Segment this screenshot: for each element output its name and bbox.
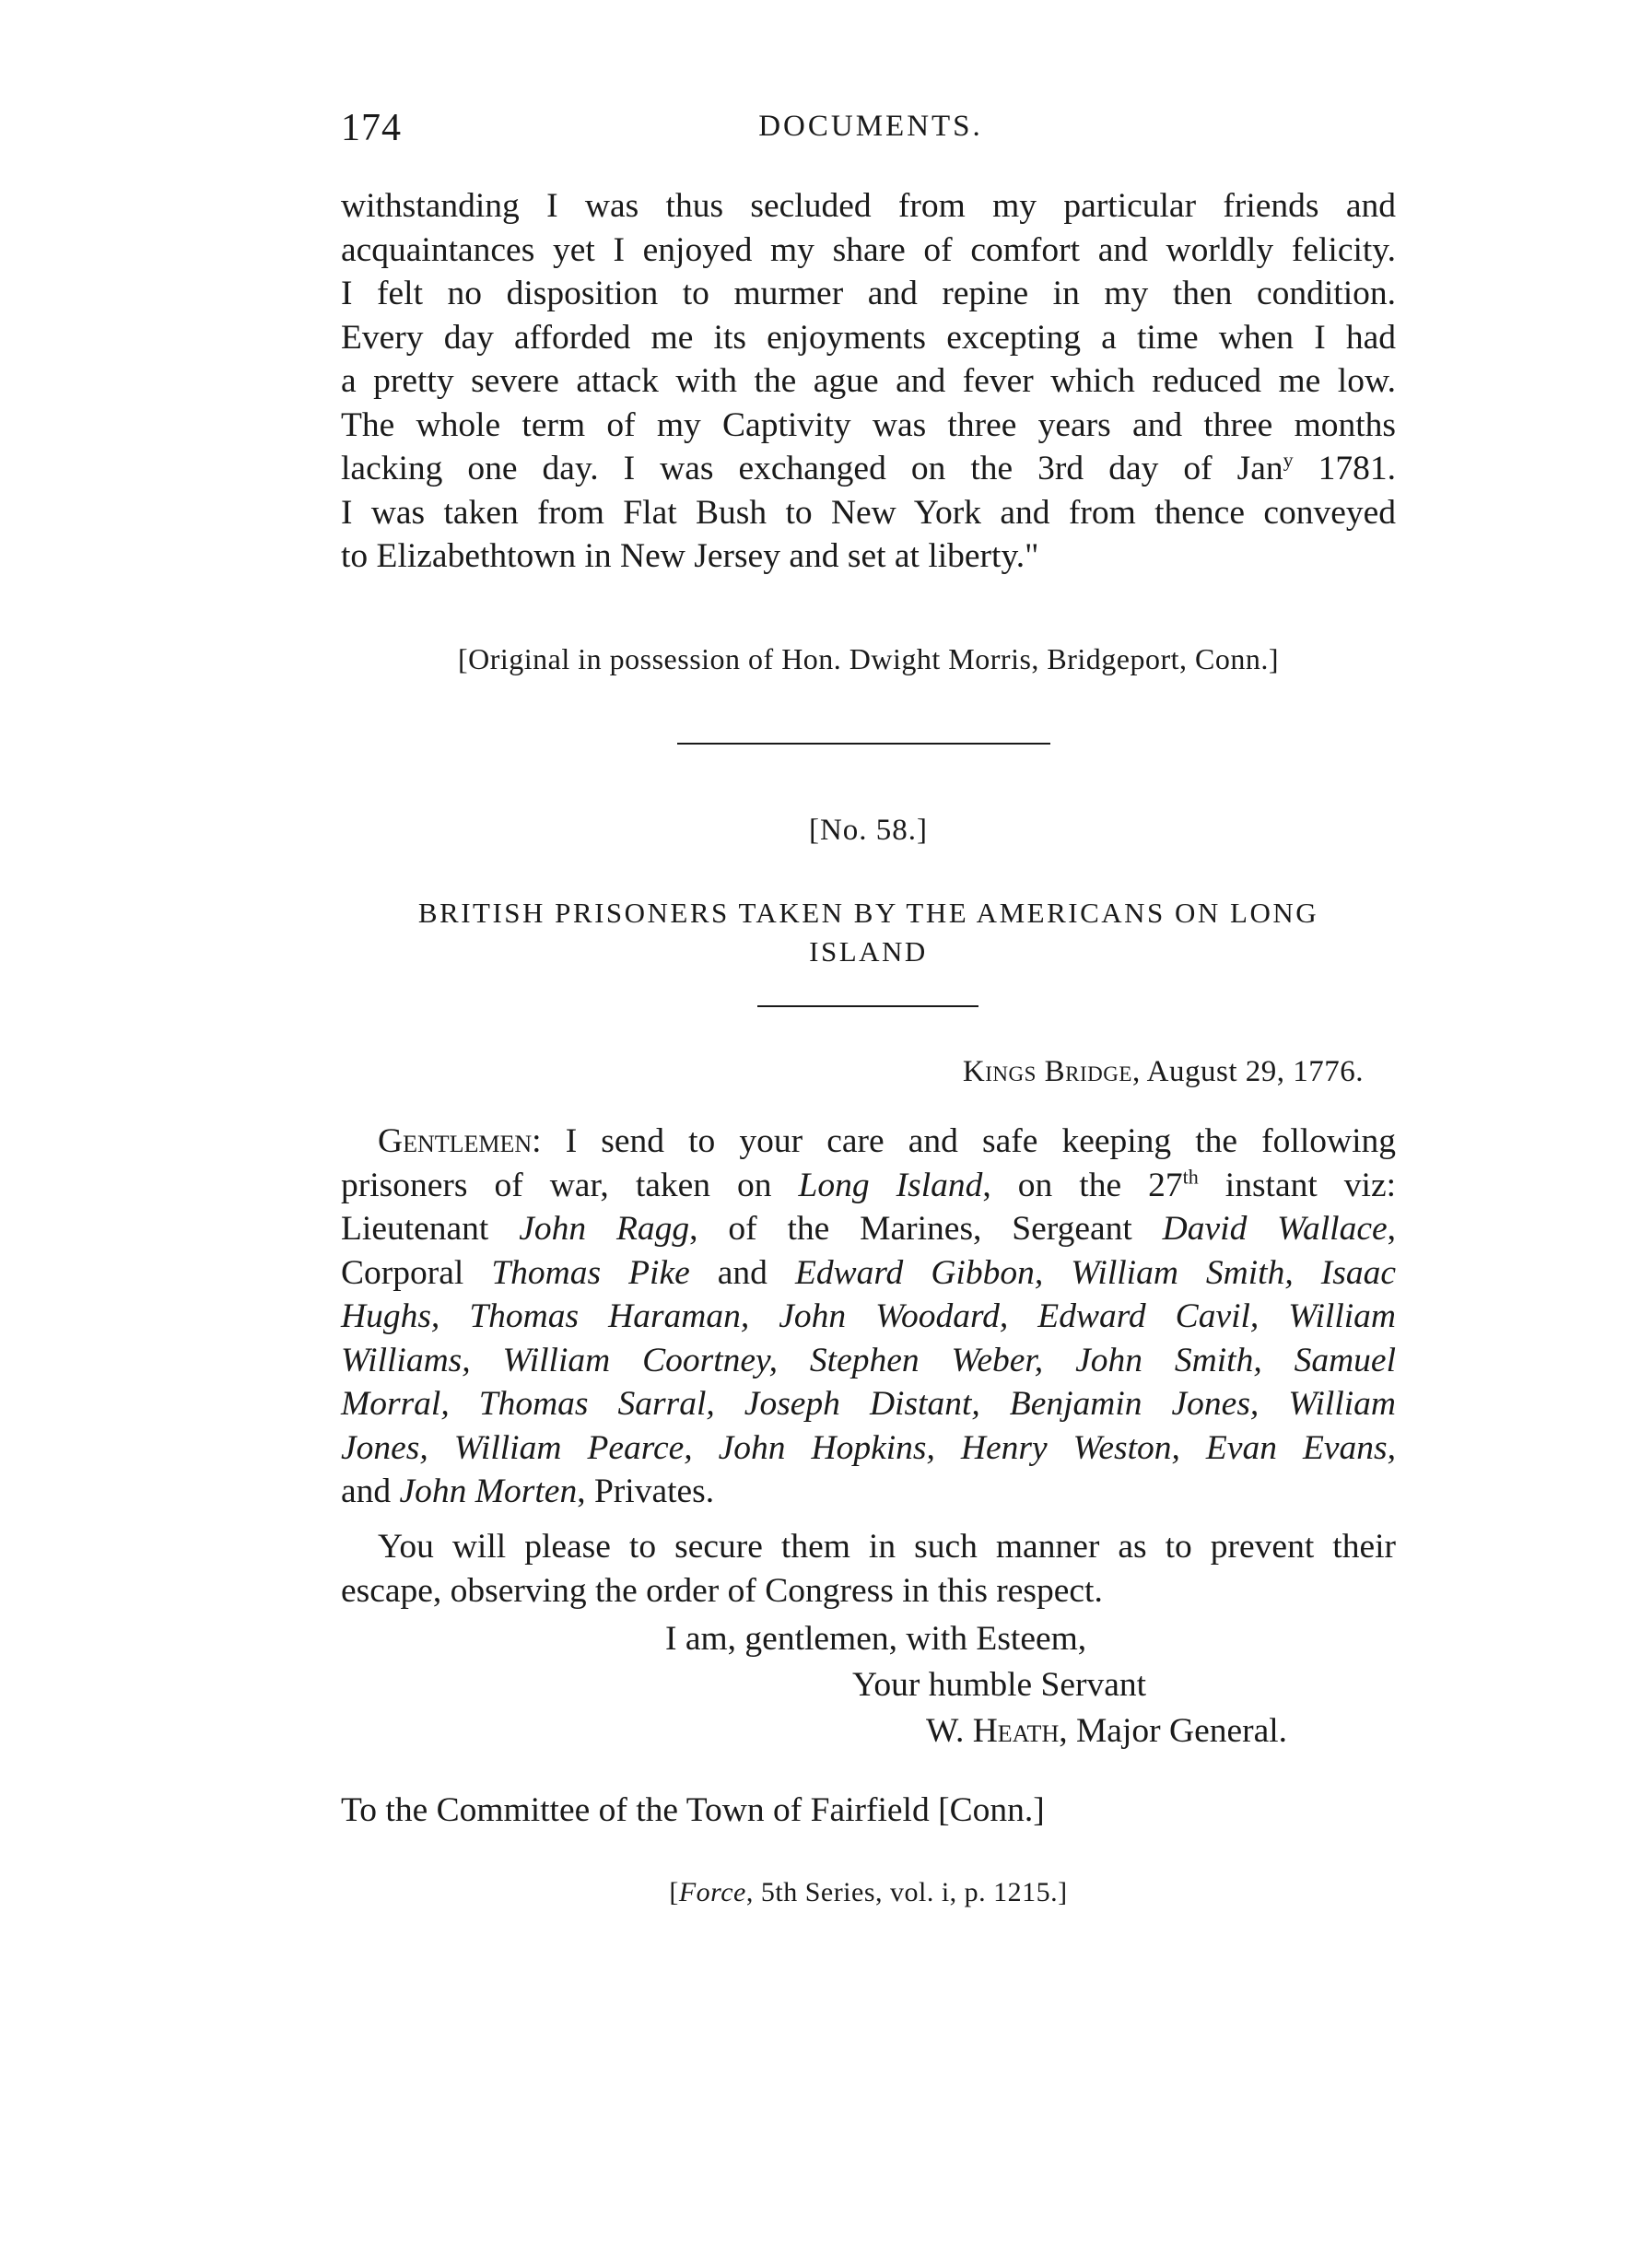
text-fragment: and <box>341 1472 400 1510</box>
title-line: ISLAND <box>809 935 928 968</box>
source-note-citation <box>341 1877 1396 1908</box>
text-fragment: lacking one day. I was exchanged on the 3rd day of Jan <box>341 450 1283 487</box>
text-fragment: , Privates. <box>577 1472 715 1510</box>
text-fragment: , on the 27 <box>982 1166 1183 1204</box>
text-line: Every day afforded me its enjoyments excepting a time when I had <box>341 318 1396 357</box>
text-line <box>341 1470 1396 1514</box>
text-line: I felt no disposition to murmer and repine in my then condition. <box>341 275 1396 312</box>
addressee: To the Committee of the Town of Fairfield [Conn.] <box>341 1791 1045 1829</box>
text-fragment: instant viz: <box>1198 1166 1397 1204</box>
text-line: a pretty severe attack with the ague and fever which reduced me low. <box>341 362 1396 400</box>
place-name: Long Island <box>798 1166 983 1204</box>
paragraph-request <box>341 1525 1396 1613</box>
text-fragment: [ <box>669 1877 679 1907</box>
person-names: Williams, William Coortney, Stephen Weber, John Smith, Samuel <box>341 1341 1396 1379</box>
page-number: 174 <box>341 107 402 149</box>
person-name: David Wallace <box>1162 1210 1388 1248</box>
document-title <box>341 894 1396 971</box>
text-line <box>341 1339 1396 1383</box>
text-line <box>341 1164 1396 1208</box>
text-fragment: Lieutenant <box>341 1210 520 1248</box>
text-fragment: , <box>1387 1210 1396 1248</box>
signer-title: , Major General. <box>1059 1712 1288 1750</box>
closing-line: Your humble Servant <box>852 1666 1147 1704</box>
document-number: [No. 58.] <box>808 814 929 847</box>
text-line <box>341 1120 1396 1164</box>
text-line <box>341 1207 1396 1251</box>
person-name: Thomas Pike <box>491 1253 690 1292</box>
person-names: Morral, Thomas Sarral, Joseph Distant, Benjamin Jones, William <box>341 1385 1396 1423</box>
text-fragment: and <box>689 1253 795 1292</box>
closing-line: I am, gentlemen, with Esteem, <box>665 1620 1087 1658</box>
section-divider <box>677 743 1050 745</box>
dateline-place: Kings Bridge <box>962 1055 1132 1088</box>
signer-name: W. Heath <box>926 1712 1060 1750</box>
cited-work: Force <box>678 1877 746 1907</box>
text-line: acquaintances yet I enjoyed my share of comfort and worldly felicity. <box>341 230 1396 269</box>
text-line <box>341 1382 1396 1426</box>
text-line <box>341 1426 1396 1471</box>
text-line: You will please to secure them in such manner as to prevent their <box>378 1528 1396 1566</box>
running-head: DOCUMENTS. <box>758 110 983 143</box>
text-line: to Elizabethtown in New Jersey and set at liberty." <box>341 537 1039 575</box>
superscript: th <box>1182 1165 1199 1188</box>
person-names: Hughs, Thomas Haraman, John Woodard, Edward Cavil, William <box>341 1297 1396 1335</box>
person-names: Edward Gibbon, William Smith, Isaac <box>794 1253 1396 1292</box>
title-line: BRITISH PRISONERS TAKEN BY THE AMERICANS ON LONG <box>417 897 1319 929</box>
source-note-original: [Original in possession of Hon. Dwight Morris, Bridgeport, Conn.] <box>457 642 1280 675</box>
text-line: I was taken from Flat Bush to New York and from thence conveyed <box>341 493 1396 532</box>
person-name: John Ragg <box>519 1210 690 1248</box>
text-fragment: 1781. <box>1293 450 1397 487</box>
text-line <box>341 1295 1396 1339</box>
title-divider <box>757 1005 978 1007</box>
text-line: withstanding I was thus secluded from my particular friends and <box>341 187 1396 225</box>
superscript: y <box>1283 448 1294 472</box>
dateline-date: , August 29, 1776. <box>1131 1055 1364 1088</box>
text-fragment: , of the Marines, Sergeant <box>689 1210 1163 1248</box>
text-line <box>341 1251 1396 1296</box>
text-fragment: prisoners of war, taken on <box>341 1166 799 1204</box>
person-names: Jones, William Pearce, John Hopkins, Henry Weston, Evan Evans, <box>341 1428 1396 1467</box>
text-fragment: , 5th Series, vol. i, p. 1215.] <box>745 1877 1068 1907</box>
text-line: The whole term of my Captivity was three years and three months <box>341 405 1396 444</box>
salutation: Gentlemen <box>378 1122 533 1160</box>
paragraph-captivity-account <box>341 184 1396 579</box>
person-name: John Morten <box>399 1472 578 1510</box>
dateline <box>341 1055 1364 1089</box>
text-line: escape, observing the order of Congress in this respect. <box>341 1571 1103 1610</box>
signature-line <box>926 1711 1287 1751</box>
page-header <box>341 106 1400 161</box>
letter-body <box>341 1120 1396 1514</box>
text-fragment: Corporal <box>341 1253 492 1292</box>
text-fragment: : I send to your care and safe keeping the following <box>532 1122 1396 1160</box>
text-line-with-date <box>341 447 1396 491</box>
